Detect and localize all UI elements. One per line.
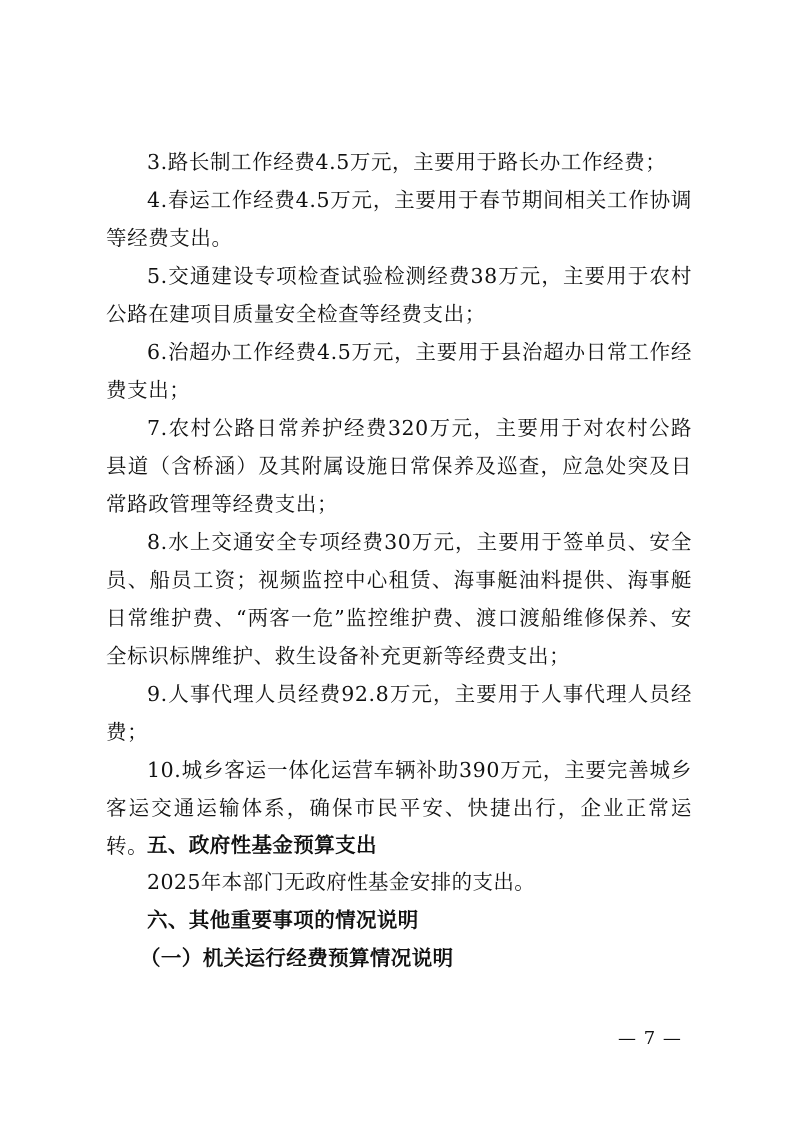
section-text: 2025年本部门无政府性基金安排的支出。 bbox=[147, 870, 536, 894]
list-item: 7.农村公路日常养护经费320万元，主要用于对农村公路县道（含桥涵）及其附属设施日常保养及巡查，应急处突及日常路政管理等经费支出； bbox=[106, 416, 692, 516]
list-item: 3.路长制工作经费4.5万元，主要用于路长办工作经费； bbox=[147, 150, 667, 174]
list-item: 4.春运工作经费4.5万元，主要用于春节期间相关工作协调等经费支出。 bbox=[106, 188, 692, 250]
subsection-heading: （一）机关运行经费预算情况说明 bbox=[140, 946, 454, 970]
list-item: 10.城乡客运一体化运营车辆补助390万元，主要完善城乡客运交通运输体系，确保市民平安、快捷出行，企业正常运转。 bbox=[106, 758, 692, 858]
list-item: 5.交通建设专项检查试验检测经费38万元，主要用于农村公路在建项目质量安全检查等经费支出； bbox=[106, 264, 692, 326]
section-heading: 六、其他重要事项的情况说明 bbox=[147, 908, 419, 932]
list-item: 8.水上交通安全专项经费30万元，主要用于签单员、安全员、船员工资；视频监控中心租赁、海事艇油料提供、海事艇日常维护费、“两客一危”监控维护费、渡口渡船维修保养、安全标识标牌维护、救生设备补充更新等经费支出； bbox=[106, 530, 692, 668]
list-item: 9.人事代理人员经费92.8万元，主要用于人事代理人员经费； bbox=[106, 682, 692, 744]
list-item: 6.治超办工作经费4.5万元，主要用于县治超办日常工作经费支出； bbox=[106, 340, 692, 402]
page-number: — 7 — bbox=[618, 1028, 682, 1049]
section-heading: 五、政府性基金预算支出 bbox=[147, 833, 377, 857]
